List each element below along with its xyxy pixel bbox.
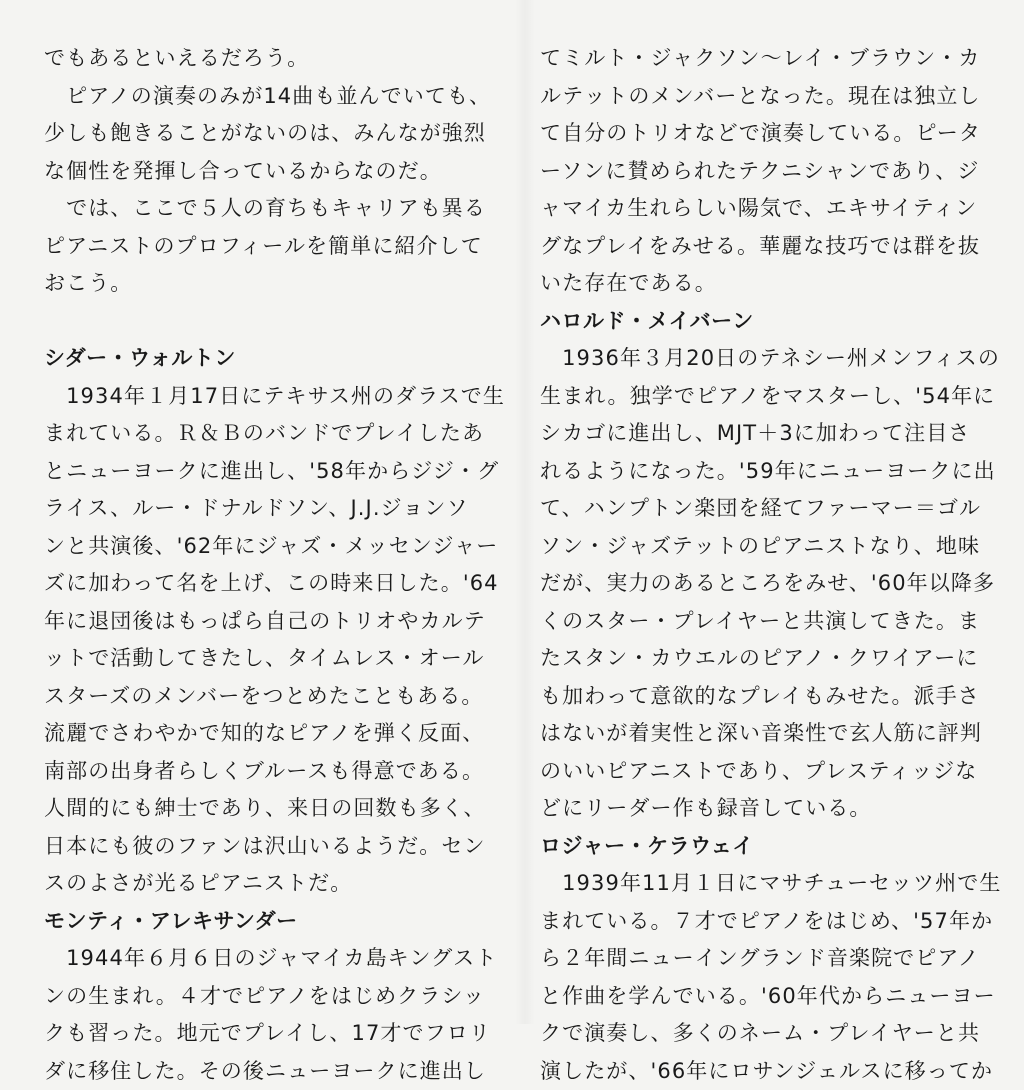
text-line: 生まれ。独学でピアノをマスターし、'54年に xyxy=(540,378,1002,416)
section-heading-roger-kellaway: ロジャー・ケラウェイ xyxy=(540,828,1002,866)
text-line: ルテットのメンバーとなった。現在は独立し xyxy=(540,78,1002,116)
text-line: れるようになった。'59年にニューヨークに出 xyxy=(540,453,1002,491)
text-line: ットで活動してきたし、タイムレス・オール xyxy=(44,640,506,678)
text-line: ピアニストのプロフィールを簡単に紹介して xyxy=(44,228,506,266)
text-line: も加わって意欲的なプレイもみせた。派手さ xyxy=(540,678,1002,716)
text-line: 1944年６月６日のジャマイカ島キングスト xyxy=(44,940,506,978)
text-line: な個性を発揮し合っているからなのだ。 xyxy=(44,153,506,191)
text-line: スターズのメンバーをつとめたこともある。 xyxy=(44,678,506,716)
text-line: くのスター・プレイヤーと共演してきた。ま xyxy=(540,603,1002,641)
text-line: では、ここで５人の育ちもキャリアも異る xyxy=(44,190,506,228)
text-line: おこう。 xyxy=(44,265,506,303)
text-line: ズに加わって名を上げ、この時来日した。'64 xyxy=(44,565,506,603)
text-line: ンと共演後、'62年にジャズ・メッセンジャー xyxy=(44,528,506,566)
left-column xyxy=(44,40,506,1090)
section-gap xyxy=(44,303,506,341)
text-line: 日本にも彼のファンは沢山いるようだ。セン xyxy=(44,828,506,866)
text-line: だが、実力のあるところをみせ、'60年以降多 xyxy=(540,565,1002,603)
text-line: 人間的にも紳士であり、来日の回数も多く、 xyxy=(44,790,506,828)
text-line: ーソンに賛められたテクニシャンであり、ジ xyxy=(540,153,1002,191)
text-line: 年に退団後はもっぱら自己のトリオやカルテ xyxy=(44,603,506,641)
text-line: はないが着実性と深い音楽性で玄人筋に評判 xyxy=(540,715,1002,753)
text-line: ソン・ジャズテットのピアニストなり、地味 xyxy=(540,528,1002,566)
text-line: のいいピアニストであり、プレスティッジな xyxy=(540,753,1002,791)
text-line: 南部の出身者らしくブルースも得意である。 xyxy=(44,753,506,791)
text-line: でもあるといえるだろう。 xyxy=(44,40,506,78)
text-line: 流麗でさわやかで知的なピアノを弾く反面、 xyxy=(44,715,506,753)
section-heading-cedar-walton: シダー・ウォルトン xyxy=(44,340,506,378)
text-line: まれている。７才でピアノをはじめ、'57年か xyxy=(540,903,1002,941)
section-harold-mabern xyxy=(540,303,1002,828)
section-roger-kellaway xyxy=(540,828,1002,1090)
text-line: どにリーダー作も録音している。 xyxy=(540,790,1002,828)
text-line: たスタン・カウエルのピアノ・クワイアーに xyxy=(540,640,1002,678)
text-line: グなプレイをみせる。華麗な技巧では群を抜 xyxy=(540,228,1002,266)
text-line: スのよさが光るピアニストだ。 xyxy=(44,865,506,903)
text-line: 1936年３月20日のテネシー州メンフィスの xyxy=(540,340,1002,378)
section-heading-harold-mabern: ハロルド・メイバーン xyxy=(540,303,1002,341)
intro-paragraph xyxy=(44,40,506,303)
text-line: いた存在である。 xyxy=(540,265,1002,303)
text-line: て自分のトリオなどで演奏している。ピータ xyxy=(540,115,1002,153)
text-line: ンの生まれ。４才でピアノをはじめクラシッ xyxy=(44,978,506,1016)
section-heading-monty-alexander: モンティ・アレキサンダー xyxy=(44,903,506,941)
text-line: 演したが、'66年にロサンジェルスに移ってか xyxy=(540,1053,1002,1090)
text-line: てミルト・ジャクソン～レイ・ブラウン・カ xyxy=(540,40,1002,78)
section-cedar-walton xyxy=(44,340,506,903)
text-line: まれている。Ｒ＆Ｂのバンドでプレイしたあ xyxy=(44,415,506,453)
page-gutter xyxy=(515,0,535,1024)
text-line: ら２年間ニューイングランド音楽院でピアノ xyxy=(540,940,1002,978)
right-column xyxy=(540,40,1002,1090)
section-monty-alexander xyxy=(44,903,506,1090)
text-line: シカゴに進出し、MJT＋3に加わって注目さ xyxy=(540,415,1002,453)
text-line: 少しも飽きることがないのは、みんなが強烈 xyxy=(44,115,506,153)
monty-alexander-continued xyxy=(540,40,1002,303)
text-line: と作曲を学んでいる。'60年代からニューヨー xyxy=(540,978,1002,1016)
text-line: ピアノの演奏のみが14曲も並んでいても、 xyxy=(44,78,506,116)
text-line: クで演奏し、多くのネーム・プレイヤーと共 xyxy=(540,1015,1002,1053)
text-line: とニューヨークに進出し、'58年からジジ・グ xyxy=(44,453,506,491)
text-line: 1934年１月17日にテキサス州のダラスで生 xyxy=(44,378,506,416)
text-line: ダに移住した。その後ニューヨークに進出し xyxy=(44,1053,506,1090)
text-line: ャマイカ生れらしい陽気で、エキサイティン xyxy=(540,190,1002,228)
text-line: 1939年11月１日にマサチューセッツ州で生 xyxy=(540,865,1002,903)
text-line: クも習った。地元でプレイし、17才でフロリ xyxy=(44,1015,506,1053)
text-line: て、ハンプトン楽団を経てファーマー＝ゴル xyxy=(540,490,1002,528)
text-line: ライス、ルー・ドナルドソン、J.J.ジョンソ xyxy=(44,490,506,528)
